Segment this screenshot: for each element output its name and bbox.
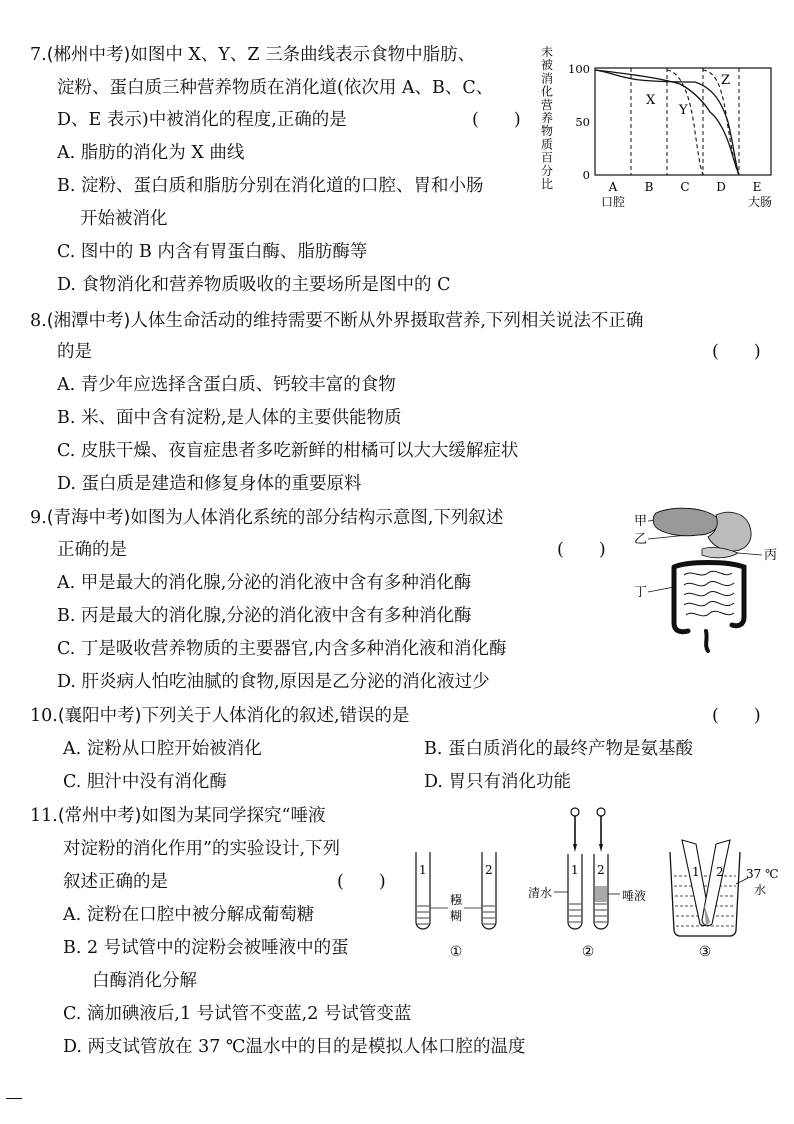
q11-option-b: B. 2 号试管中的淀粉会被唾液中的蛋	[63, 938, 349, 958]
q9-option-b: B. 丙是最大的消化腺,分泌的消化液中含有多种消化酶	[57, 606, 472, 626]
q10-line-1	[30, 704, 410, 728]
q9-label-yi: 乙	[634, 532, 648, 547]
q7-option-d: D. 食物消化和营养物质吸收的主要场所是图中的 C	[57, 275, 451, 295]
q8-source: (湘潭中考)	[46, 311, 131, 331]
q11-answer-paren: ( )	[337, 872, 386, 892]
q11-number: 11.	[30, 806, 58, 826]
q7-ytick-0: 0	[582, 168, 590, 182]
step2-number: ②	[581, 944, 595, 960]
q8-stem-2: 的是	[57, 342, 92, 362]
q9-number: 9.	[30, 508, 47, 528]
q7-curve-label-z: Z	[721, 73, 731, 88]
q7-ylabel-char: 物	[540, 124, 554, 139]
q7-ylabel-char: 分	[540, 163, 554, 178]
step2-tube2-label: 2	[597, 863, 605, 877]
q7-xlabel-b: B	[644, 180, 654, 194]
q7-option-c: C. 图中的 B 内含有胃蛋白酶、脂肪酶等	[57, 242, 368, 262]
step3-tube1-label: 1	[692, 865, 700, 879]
saliva-label: 唾液	[622, 889, 647, 903]
step2-tube1-label: 1	[571, 863, 579, 877]
paste-label-2: 糊	[450, 909, 463, 923]
q8-option-d: D. 蛋白质是建造和修复身体的重要原料	[57, 474, 362, 494]
water-bath-label: 水	[754, 883, 767, 897]
q7-xlabel-a: A	[608, 180, 618, 194]
q10-option-a: A. 淀粉从口腔开始被消化	[63, 739, 262, 759]
q7-digestion-chart	[540, 42, 780, 212]
q7-source: (郴州中考)	[46, 45, 131, 65]
q7-option-b-cont: 开始被消化	[80, 209, 168, 229]
q7-ylabel-char: 百	[540, 150, 554, 165]
saliva-layer	[595, 886, 607, 902]
q10-option-c: C. 胆汁中没有消化酶	[63, 772, 227, 792]
q10-stem-1: 下列关于人体消化的叙述,错误的是	[141, 706, 410, 726]
q8-number: 8.	[30, 311, 47, 331]
step1-tube2-label: 2	[485, 863, 493, 877]
q7-line-1	[30, 43, 475, 67]
water-label: 清水	[527, 886, 552, 900]
q7-option-b: B. 淀粉、蛋白质和脂肪分别在消化道的口腔、胃和小肠	[57, 176, 484, 196]
q7-curve-label-y: Y	[679, 103, 688, 118]
q11-stem-2: 对淀粉的消化作用”的实验设计,下列	[63, 839, 341, 859]
q9-label-ding: 丁	[634, 585, 648, 600]
step3-number: ③	[698, 944, 712, 960]
q7-chart-ylabel	[541, 44, 553, 191]
q9-option-d: D. 肝炎病人怕吃油腻的食物,原因是乙分泌的消化液过少	[57, 672, 490, 692]
q7-xsub-mouth: 口腔	[600, 195, 626, 209]
liver-shape	[653, 508, 718, 536]
temp-label: 37 ℃	[746, 867, 779, 881]
q9-source: (青海中考)	[46, 508, 131, 528]
q7-xlabel-e: E	[752, 180, 762, 194]
q7-number: 7.	[30, 45, 47, 65]
q9-label-jia: 甲	[634, 514, 648, 529]
q7-ylabel-char: 未	[540, 45, 554, 59]
q7-ytick-50: 50	[575, 115, 590, 129]
paste-label-1: 糨	[450, 893, 463, 907]
q8-line-1	[30, 309, 643, 333]
q7-ylabel-char: 被	[540, 58, 554, 73]
q9-option-c: C. 丁是吸收营养物质的主要器官,内含多种消化液和消化酶	[57, 639, 507, 659]
step1-tubes	[416, 852, 496, 960]
q9-digestive-system-figure	[628, 505, 784, 653]
q8-option-a: A. 青少年应选择含蛋白质、钙较丰富的食物	[57, 375, 396, 395]
q7-stem-1: 如图中 X、Y、Z 三条曲线表示食物中脂肪、	[130, 45, 476, 65]
q7-ylabel-char: 养	[540, 111, 554, 125]
q7-curve-z-a	[667, 70, 703, 175]
q11-option-b-cont: 白酶消化分解	[92, 971, 197, 991]
q8-answer-paren: ( )	[712, 342, 761, 362]
q7-ylabel-char: 比	[540, 177, 554, 191]
q7-answer-paren: ( )	[472, 110, 521, 130]
q9-label-bing: 丙	[764, 548, 778, 563]
q7-ytick-100: 100	[568, 62, 590, 76]
q7-stem-2: 淀粉、蛋白质三种营养物质在消化道(依次用 A、B、C、	[57, 78, 494, 98]
q7-xsub-large-intestine: 大肠	[747, 195, 773, 209]
q11-option-c: C. 滴加碘液后,1 号试管不变蓝,2 号试管变蓝	[63, 1004, 412, 1024]
q7-ylabel-char: 消	[540, 71, 554, 86]
q10-source: (襄阳中考)	[57, 706, 142, 726]
step3-tube2-label: 2	[716, 865, 724, 879]
q10-answer-paren: ( )	[712, 706, 761, 726]
step1-tube1-label: 1	[419, 863, 427, 877]
q11-line-1	[30, 804, 325, 828]
step1-number: ①	[449, 944, 463, 960]
q11-option-a: A. 淀粉在口腔中被分解成葡萄糖	[63, 905, 315, 925]
q7-ylabel-char: 质	[540, 137, 554, 152]
q9-option-a: A. 甲是最大的消化腺,分泌的消化液中含有多种消化酶	[57, 573, 472, 593]
q7-option-a: A. 脂肪的消化为 X 曲线	[57, 143, 245, 163]
q9-answer-paren: ( )	[557, 540, 606, 560]
q9-line-1	[30, 506, 503, 530]
q7-stem-3: D、E 表示)中被消化的程度,正确的是	[57, 110, 347, 130]
q11-experiment-figure	[404, 804, 788, 964]
q8-option-c: C. 皮肤干燥、夜盲症患者多吃新鲜的柑橘可以大大缓解症状	[57, 441, 519, 461]
q7-curve-label-x: X	[646, 93, 656, 108]
step2-tubes	[528, 808, 646, 960]
q11-stem-3: 叙述正确的是	[63, 872, 168, 892]
q10-number: 10.	[30, 706, 58, 726]
q7-xlabel-c: C	[680, 180, 690, 194]
q9-stem-1: 如图为人体消化系统的部分结构示意图,下列叙述	[130, 508, 504, 528]
q7-ylabel-char: 营	[540, 97, 554, 112]
q10-option-d: D. 胃只有消化功能	[424, 772, 572, 792]
q10-option-b: B. 蛋白质消化的最终产物是氨基酸	[424, 739, 693, 759]
q8-stem-1: 人体生命活动的维持需要不断从外界摄取营养,下列相关说法不正确	[130, 311, 644, 331]
rectum-shape	[706, 631, 708, 651]
q9-stem-2: 正确的是	[57, 540, 127, 560]
q11-source: (常州中考)	[57, 806, 142, 826]
q11-option-d: D. 两支试管放在 37 ℃温水中的目的是模拟人体口腔的温度	[63, 1037, 526, 1057]
page-corner-mark	[6, 1098, 22, 1099]
q7-ylabel-char: 化	[540, 84, 554, 99]
q8-option-b: B. 米、面中含有淀粉,是人体的主要供能物质	[57, 408, 402, 428]
step3-beaker	[670, 840, 779, 960]
q11-stem-1: 如图为某同学探究“唾液	[141, 806, 326, 826]
q7-xlabel-d: D	[716, 180, 726, 194]
